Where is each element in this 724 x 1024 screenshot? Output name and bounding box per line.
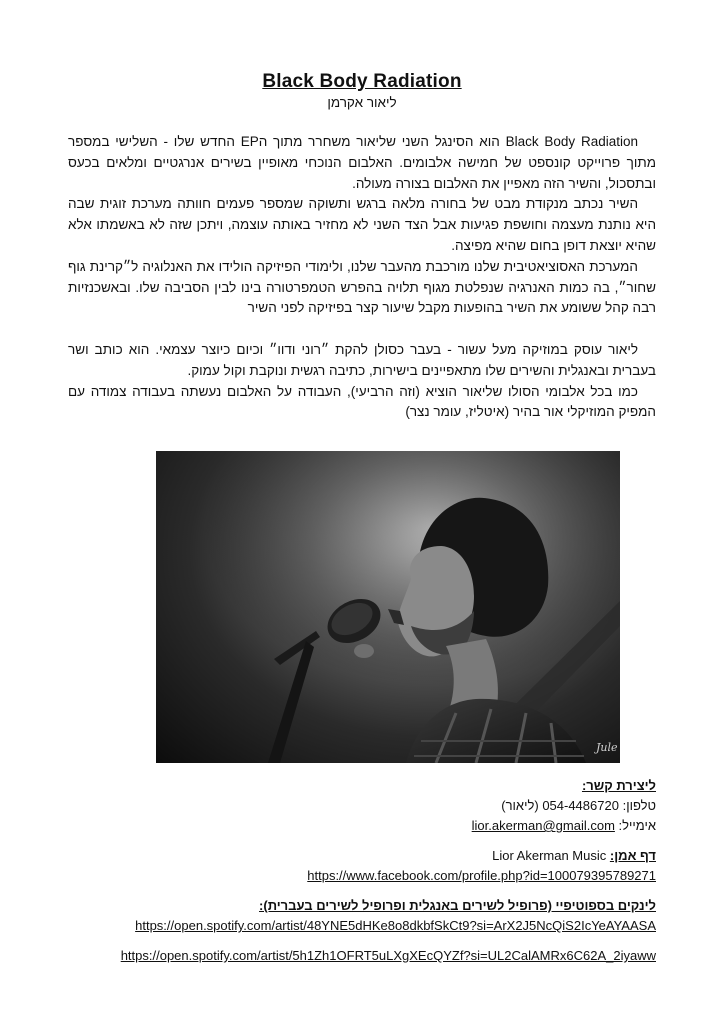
fan-page-label: דף אמן: [609, 848, 656, 863]
paragraph: ליאור עוסק במוזיקה מעל עשור - בעבר כסולן להקת ״רוני ודוו״ וכיום כיוצר עצמאי. הוא כותב ושר בעברית ובאנגלית והשירים שלו מתאפיינים בישירות, כתיבה רגשית ונוקבת וקול עמוק. [68, 341, 656, 378]
email-link[interactable]: lior.akerman@gmail.com [471, 818, 615, 833]
author-name: ליאור אקרמן [327, 95, 397, 110]
facebook-link[interactable]: https://www.facebook.com/profile.php?id=100079395789271 [307, 868, 656, 883]
spotify-heading: לינקים בספוטיפיי (פרופיל לשירים באנגלית ופרופיל לשירים בעברית): [259, 898, 656, 913]
artist-photo [156, 451, 620, 763]
email-label: אימייל: [618, 818, 656, 833]
paragraph: Black Body Radiation הוא הסינגל השני שליאור משחרר מתוך הEP החדש שלו - השלישי במספר מתוך פרוייקט קונספט של חמישה אלבומים. האלבום הנוכחי מאופיין בשירים אנרגטיים ומלאים בכעס ובתסכול, והשיר הזה מאפיין את האלבום בצורה מעולה. [68, 134, 656, 191]
email-row [68, 816, 656, 836]
spotify-he-row [68, 946, 656, 966]
document-title: Black Body Radiation [262, 71, 462, 92]
paragraph: כמו בכל אלבומי הסולו שליאור הוציא (וזה הרביעי), העבודה על האלבום נעשתה בעבודה צמודה עם המפיק המוזיקלי אור בהיר (איטליז, עומר נצר) [68, 383, 656, 420]
phone-label: טלפון: [622, 798, 656, 813]
phone-row [68, 796, 656, 816]
fan-page-row [68, 846, 656, 866]
photo-signature: Jule [596, 741, 618, 754]
paragraph: השיר נכתב מנקודת מבט של בחורה מלאה ברגש ותשוקה שמספר פעמים חוותה מערכת זוגית שבה היא נותנת מעצמה וחושפת פגיעות אבל הצד השני לא מחזיר באותה עוצמה, ויתכן שזה לא באשמתו אלא שהיא יוצאת דופן בחום שהיא מפיצה. [68, 196, 656, 253]
paragraph: המערכת האסוציאטיבית שלנו מורכבת מהעבר שלנו, ולימודי הפיזיקה הולידו את האנלוגיה ל״קרינת גוף שחור״, בה כמות האנרגיה שנפלטת מגוף תלויה בהפרש הטמפרטורה בינו לבין הסביבה שלו. ובאשכנזיות רבה קהל ששומע את השיר בהופעות מקבל שיעור קצר בפיזיקה לפני השיר [68, 258, 656, 316]
spotify-hebrew-link[interactable]: https://open.spotify.com/artist/5h1Zh1OFRT5uLXgXEcQYZf?si=UL2CalAMRx6C62A_2iyaww [120, 948, 656, 963]
article-body [68, 132, 656, 423]
contact-heading: ליצירת קשר: [581, 778, 656, 793]
contact-section [68, 776, 656, 966]
facebook-row [68, 866, 656, 886]
singer-illustration [156, 451, 620, 763]
spotify-en-row [68, 916, 656, 936]
phone-name: (ליאור) [501, 798, 539, 813]
fan-page-name: Lior Akerman Music [492, 848, 607, 863]
phone-number[interactable]: 054-4486720 [542, 798, 619, 813]
spotify-english-link[interactable]: https://open.spotify.com/artist/48YNE5dHKe8o8dkbfSkCt9?si=ArX2J5NcQiS2IcYeAYAASA [135, 918, 656, 933]
